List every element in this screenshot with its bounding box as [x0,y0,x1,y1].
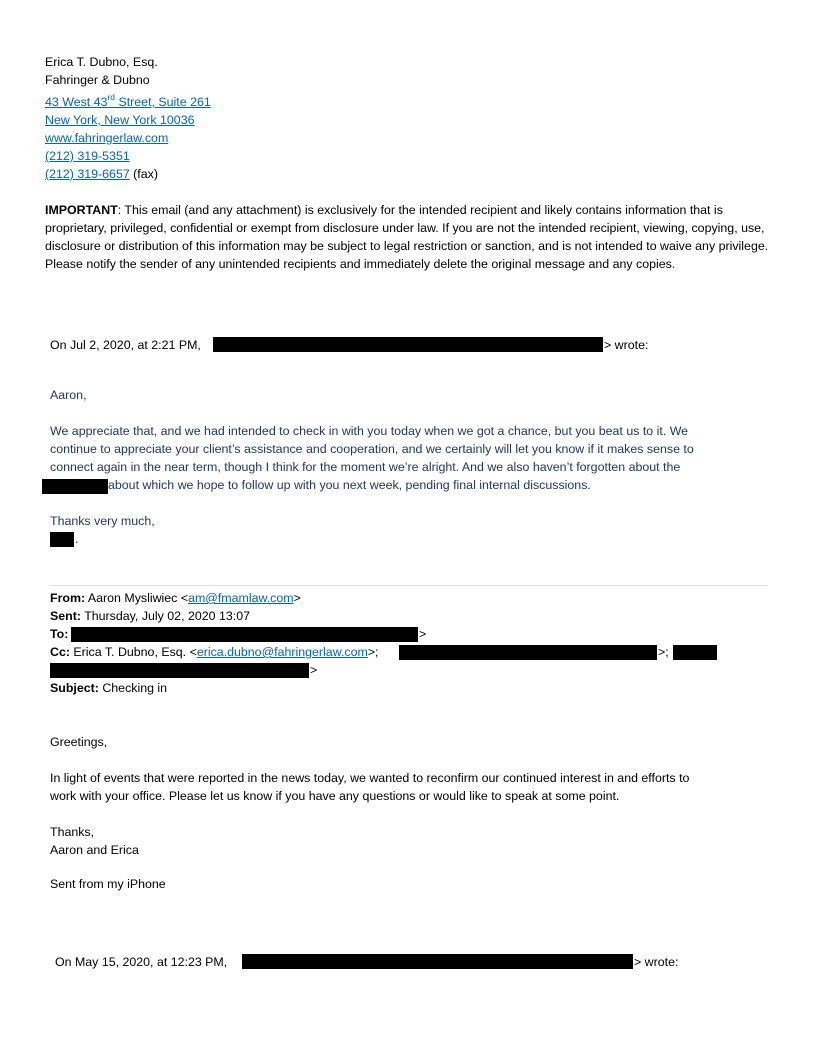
message-body-line1: In light of events that were reported in the news today, we wanted to reconfirm our continued interest in and efforts to [50,771,690,785]
notice-label: IMPORTANT [45,203,118,217]
header-cc: Cc: Erica T. Dubno, Esq. <erica.dubno@fahringerlaw.com>; [50,645,379,659]
header-cc-close: > [310,663,318,677]
header-subject: Subject: Checking in [50,681,168,695]
signature-address[interactable] [45,93,211,111]
reply2-intro: On May 15, 2020, at 12:23 PM, [55,955,228,969]
header-cc-sep2: >; [658,645,669,659]
message-greeting: Greetings, [50,735,108,749]
message-body-line2: work with your office. Please let us know if you have any questions or would like to speak at some point. [50,789,620,803]
signature-fax: (212) 319-6657 (fax) [45,167,158,181]
confidentiality-notice [45,201,773,273]
message-thanks: Thanks, [50,825,95,839]
reply1-body-line3: connect again in the near term, though I think for the moment we’re alright. And we also haven’t forgotten about the [50,460,681,474]
header-to: To: [50,627,69,641]
header-from: From: Aaron Mysliwiec <am@fmamlaw.com> [50,591,301,605]
redacted-sender-1 [213,337,603,352]
reply1-intro-suffix: > wrote: [604,338,649,352]
city-link[interactable]: New York, New York 10036 [45,113,195,127]
signature-website[interactable] [45,129,168,147]
phone-link[interactable]: (212) 319-5351 [45,149,130,163]
notice-text: : This email (and any attachment) is exclusively for the intended recipient and likely contains information that is proprietary, privileged, confidential or exempt from disclosure under law. If you are not the intended recipient, viewing, copying, use, disclosure or distribution of this information may be subject to legal restriction or sanction, and is not intended to waive any privilege. Please notify the sender of any unintended recipients and immediately delete the original message and any copies. [45,203,769,271]
signature-name: Erica T. Dubno, Esq. [45,55,158,69]
reply1-body-line4: about which we hope to follow up with you next week, pending final internal discussions. [108,478,591,492]
redacted-cc-recipient-2a [673,645,717,660]
reply1-greeting: Aaron, [50,388,87,402]
signature-phone[interactable] [45,147,130,165]
reply1-body-line2: continue to appreciate your client’s assistance and cooperation, and we certainly will let you know if it makes sense to [50,442,694,456]
signature-firm: Fahringer & Dubno [45,73,150,87]
header-to-close: > [419,627,427,641]
address-link[interactable]: 43 West 43rd Street, Suite 261 [45,92,211,109]
redacted-topic [42,479,108,494]
reply1-intro: On Jul 2, 2020, at 2:21 PM, [50,338,201,352]
message-signoff: Aaron and Erica [50,843,139,857]
redacted-cc-recipient-1 [399,645,657,660]
redacted-cc-recipient-2b [50,663,309,678]
header-divider [50,585,768,586]
reply1-body-line1: We appreciate that, and we had intended to check in with you today when we got a chance, but you beat us to it. We [50,424,689,438]
reply1-sign-suffix: . [75,532,79,546]
reply1-closing: Thanks very much, [50,514,155,528]
fax-link[interactable]: (212) 319-6657 [45,167,130,181]
reply2-intro-suffix: > wrote: [634,955,679,969]
redacted-signer [50,532,74,547]
cc-email-link[interactable]: erica.dubno@fahringerlaw.com [196,645,368,659]
redacted-sender-2 [242,954,633,969]
website-link[interactable]: www.fahringerlaw.com [45,131,169,145]
redacted-to-recipient [71,627,418,642]
from-email-link[interactable]: am@fmamlaw.com [188,591,294,605]
message-device: Sent from my iPhone [50,877,166,891]
signature-city[interactable] [45,111,194,129]
header-sent: Sent: Thursday, July 02, 2020 13:07 [50,609,250,623]
